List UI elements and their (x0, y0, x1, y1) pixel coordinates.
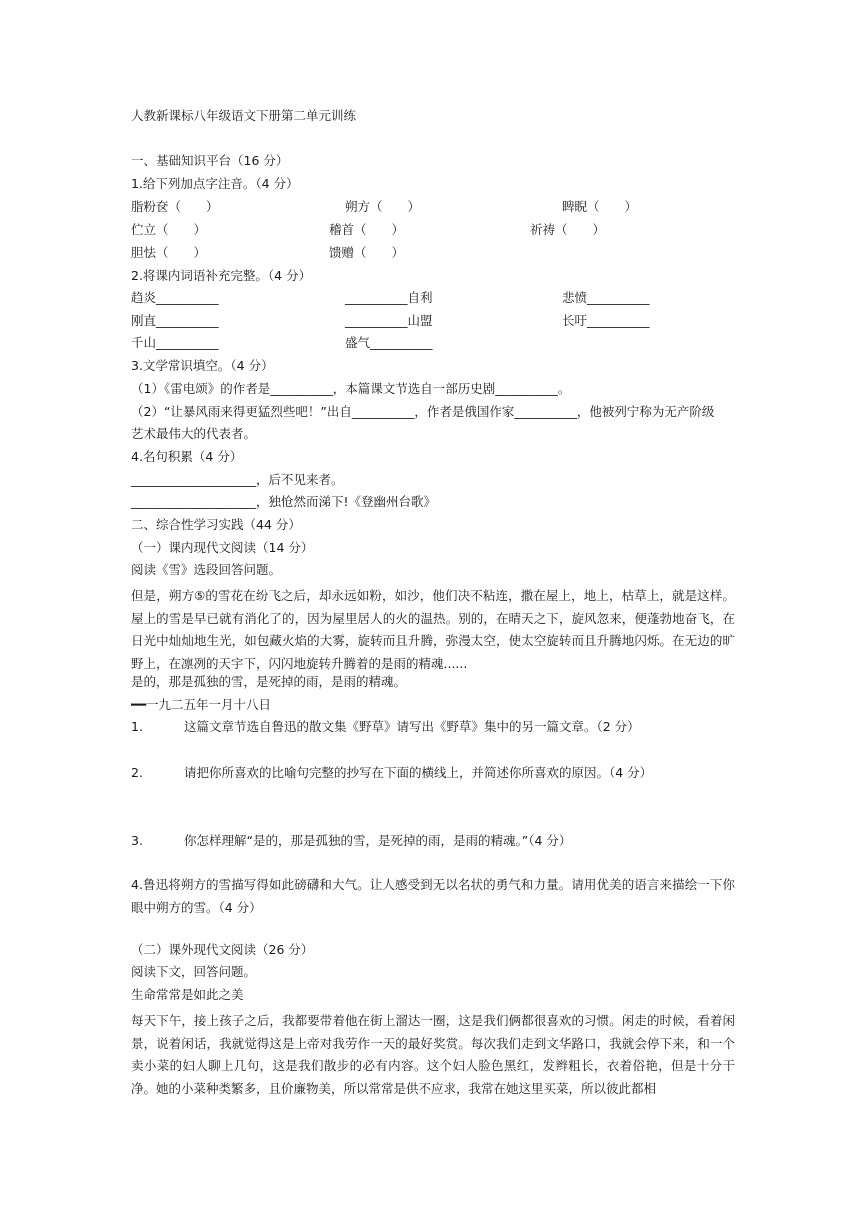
quote-line-2: ____________________，独怆然而涕下!《登幽州台歌》 (131, 494, 437, 509)
question-3-part-2: （2）“让暴风雨来得更猛烈些吧！”出自__________，作者是俄国作家__________，他被列宁称为无产阶级 (131, 404, 715, 419)
reading-2-paragraph: 每天下午，接上孩子之后，我都要带着他在街上溜达一圈，这是我们俩都很喜欢的习惯。闲走的时候，看着闲景，说着闲话，我就觉得这是上帝对我劳作一天的最好奖赏。每次我们走到文华路口，我就会停下来，和一个卖小菜的妇人聊上几句，这是我们散步的必有内容。这个妇人脸色黑红，发辫粗长，衣着俗艳，但是十分干净。她的小菜种类繁多，且价廉物美，所以常常是供不应求，我常在她这里买菜，所以彼此都相 (131, 1013, 735, 1097)
reading-question-2-number: 2. (131, 765, 143, 780)
section-2-heading: 二、综合性学习实践（44 分） (131, 517, 301, 532)
idiom-item: 刚直__________ (131, 313, 219, 328)
part-2-heading: （二）课外现代文阅读（26 分） (131, 942, 314, 957)
idiom-item: 千山__________ (131, 335, 219, 350)
reading-1-paragraph-2: 是的，那是孤独的雪，是死掉的雨，是雨的精魂。 (131, 674, 407, 689)
question-2: 2.将课内词语补充完整。（4 分） (131, 268, 312, 283)
question-1: 1.给下列加点字注音。（4 分） (131, 176, 299, 191)
pinyin-item: 脂粉奁（ ） (131, 199, 219, 214)
quote-line-1: ____________________，后不见来者。 (131, 472, 344, 487)
reading-question-1: 这篇文章节选自鲁迅的散文集《野草》请写出《野草》集中的另一篇文章。（2 分） (184, 719, 640, 734)
reading-1-paragraph: 但是，朔方⑤的雪花在纷飞之后，却永远如粉，如沙，他们决不粘连，撒在屋上，地上，枯草上，就是这样。屋上的雪是早已就有消化了的，因为屋里居人的火的温热。别的，在晴天之下，旋风忽来，便蓬勃地奋飞，在日光中灿灿地生光，如包藏火焰的大雾，旋转而且升腾，弥漫太空，使太空旋转而且升腾地闪烁。在无边的旷野上，在凛冽的天宇下，闪闪地旋转升腾着的是雨的精魂...... (131, 588, 735, 672)
idiom-item: 悲愤__________ (562, 290, 650, 305)
idiom-item: __________山盟 (345, 313, 433, 328)
document-title: 人教新课标八年级语文下册第二单元训练 (131, 108, 357, 123)
pinyin-item: 伫立（ ） (131, 222, 207, 237)
reading-question-3: 你怎样理解“是的，那是孤独的雪，是死掉的雨，是雨的精魂。”（4 分） (184, 833, 572, 848)
reading-1-intro: 阅读《雪》选段回答问题。 (131, 562, 282, 577)
reading-question-4: 4.鲁迅将朔方的雪描写得如此磅礴和大气。让人感受到无以名状的勇气和力量。请用优美的语言来描绘一下你眼中朔方的雪。（4 分） (131, 877, 735, 915)
pinyin-item: 馈赠（ ） (329, 245, 405, 260)
pinyin-item: 祈祷（ ） (530, 222, 606, 237)
reading-question-2: 请把你所喜欢的比喻句完整的抄写在下面的横线上，并简述你所喜欢的原因。（4 分） (184, 765, 653, 780)
pinyin-item: 睥睨（ ） (562, 199, 638, 214)
question-4: 4.名句积累（4 分） (131, 449, 243, 464)
question-3-part-2-cont: 艺术最伟大的代表者。 (131, 426, 257, 441)
question-3: 3.文学常识填空。（4 分） (131, 358, 274, 373)
question-3-part-1: （1）《雷电颂》的作者是__________，本篇课文节选自一部历史剧__________。 (131, 381, 571, 396)
idiom-item: 长吁__________ (562, 313, 650, 328)
reading-2-title: 生命常常是如此之美 (131, 987, 244, 1002)
reading-2-intro: 阅读下文，回答问题。 (131, 964, 257, 979)
idiom-item: 趋炎__________ (131, 290, 219, 305)
pinyin-item: 朔方（ ） (345, 199, 421, 214)
idiom-item: __________自利 (345, 290, 433, 305)
pinyin-item: 胆怯（ ） (131, 245, 207, 260)
pinyin-item: 稽首（ ） (329, 222, 405, 237)
section-1-heading: 一、基础知识平台（16 分） (131, 153, 289, 168)
reading-question-1-number: 1. (131, 719, 143, 734)
part-1-heading: （一）课内现代文阅读（14 分） (131, 540, 314, 555)
reading-question-3-number: 3. (131, 833, 143, 848)
idiom-item: 盛气__________ (345, 335, 433, 350)
reading-1-date: ━━一九二五年一月十八日 (131, 697, 272, 712)
